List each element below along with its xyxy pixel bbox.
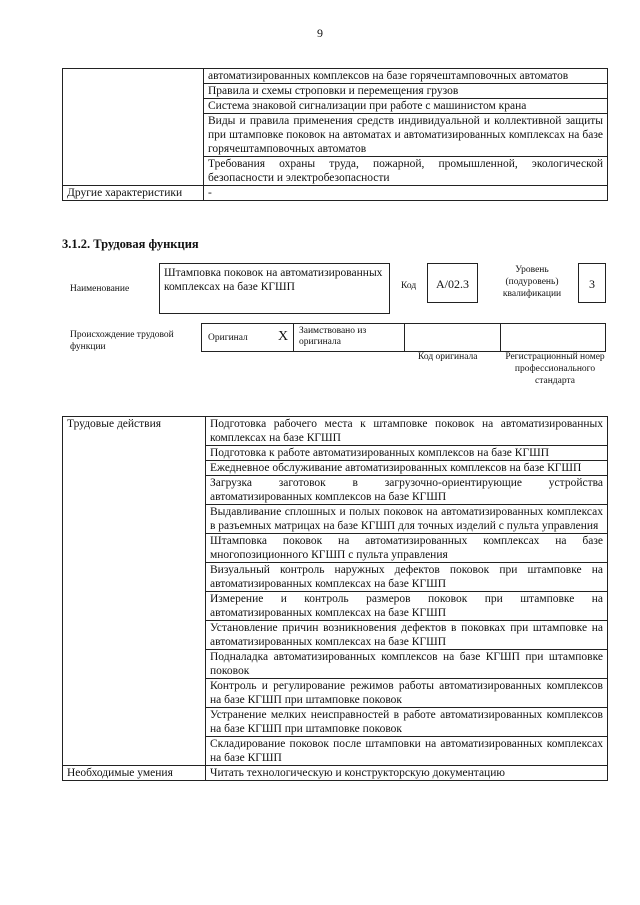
table-cell: Штамповка поковок на автоматизированных комплексах на базе многопозиционного КГШП с пульта управления	[206, 534, 608, 563]
code-label: Код	[401, 281, 417, 291]
row-label: Необходимые умения	[63, 766, 206, 781]
table-cell: Измерение и контроль размеров поковок при штамповке на автоматизированных комплексах на базе КГШП	[206, 592, 608, 621]
borrowed-label: Заимствовано из оригинала	[299, 326, 367, 347]
table-cell: Правила и схемы строповки и перемещения грузов	[204, 84, 608, 99]
table-cell: Подготовка рабочего места к штамповке поковок на автоматизированных комплексах на базе КГШП	[206, 417, 608, 446]
table-cell: Складирование поковок после штамповки на автоматизированных комплексах на базе КГШП	[206, 737, 608, 766]
table-row	[63, 69, 608, 84]
table-cell: Контроль и регулирование режимов работы автоматизированных комплексов на базе КГШП при штамповке поковок	[206, 679, 608, 708]
divider	[404, 324, 405, 351]
row-label: Трудовые действия	[63, 417, 206, 766]
table-cell: Система знаковой сигнализации при работе с машинистом крана	[204, 99, 608, 114]
origin-row	[201, 323, 606, 352]
table-cell: Ежедневное обслуживание автоматизированных комплексов на базе КГШП	[206, 461, 608, 476]
labor-function-table	[62, 416, 608, 781]
table-cell: Читать технологическую и конструкторскую документацию	[206, 766, 608, 781]
table-cell: Требования охраны труда, пожарной, промышленной, экологической безопасности и электробезопасности	[204, 157, 608, 186]
origin-label: Происхождение трудовой функции	[70, 330, 174, 352]
table-cell: Загрузка заготовок в загрузочно-ориентирующие устройства автоматизированных комплексов на базе КГШП	[206, 476, 608, 505]
row-label	[63, 69, 204, 186]
original-label: Оригинал	[208, 333, 248, 343]
table-cell: Визуальный контроль наружных дефектов поковок при штамповке на автоматизированных комплексах на базе КГШП	[206, 563, 608, 592]
table-cell: -	[204, 186, 608, 201]
table-row	[63, 766, 608, 781]
code-value: А/02.3	[427, 263, 478, 303]
code-caption: Код оригинала	[418, 352, 478, 362]
table-cell: Подготовка к работе автоматизированных комплексов на базе КГШП	[206, 446, 608, 461]
table-row	[63, 186, 608, 201]
row-label-other: Другие характеристики	[63, 186, 204, 201]
name-label: Наименование	[70, 284, 130, 294]
divider	[500, 324, 501, 351]
page-number: 9	[317, 26, 323, 40]
table-cell: Установление причин возникновения дефектов в поковках при штамповке на автоматизированных комплексах на базе КГШП	[206, 621, 608, 650]
table-row	[63, 417, 608, 446]
table-cell: Подналадка автоматизированных комплексов на базе КГШП при штамповке поковок	[206, 650, 608, 679]
level-label: Уровень (подуровень) квалификации	[502, 265, 562, 299]
table-cell: Виды и правила применения средств индивидуальной и коллективной защиты при штамповке поковок на автоматах и автоматизированных комплексах на базе горячештамповочных автоматов	[204, 114, 608, 157]
name-value: Штамповка поковок на автоматизированных комплексах на базе КГШП	[159, 263, 390, 314]
knowledge-table	[62, 68, 608, 201]
divider	[293, 324, 294, 351]
original-mark: X	[278, 329, 289, 344]
section-title: 3.1.2. Трудовая функция	[62, 237, 199, 251]
table-cell: автоматизированных комплексов на базе горячештамповочных автоматов	[204, 69, 608, 84]
table-cell: Устранение мелких неисправностей в работе автоматизированных комплексов на базе КГШП при штамповке поковок	[206, 708, 608, 737]
level-value: 3	[578, 263, 606, 303]
registration-caption: Регистрационный номер профессионального стандарта	[505, 352, 605, 386]
table-cell: Выдавливание сплошных и полых поковок на автоматизированных комплексах в разъемных матрицах на базе КГШП для точных изделий с пульта управления	[206, 505, 608, 534]
